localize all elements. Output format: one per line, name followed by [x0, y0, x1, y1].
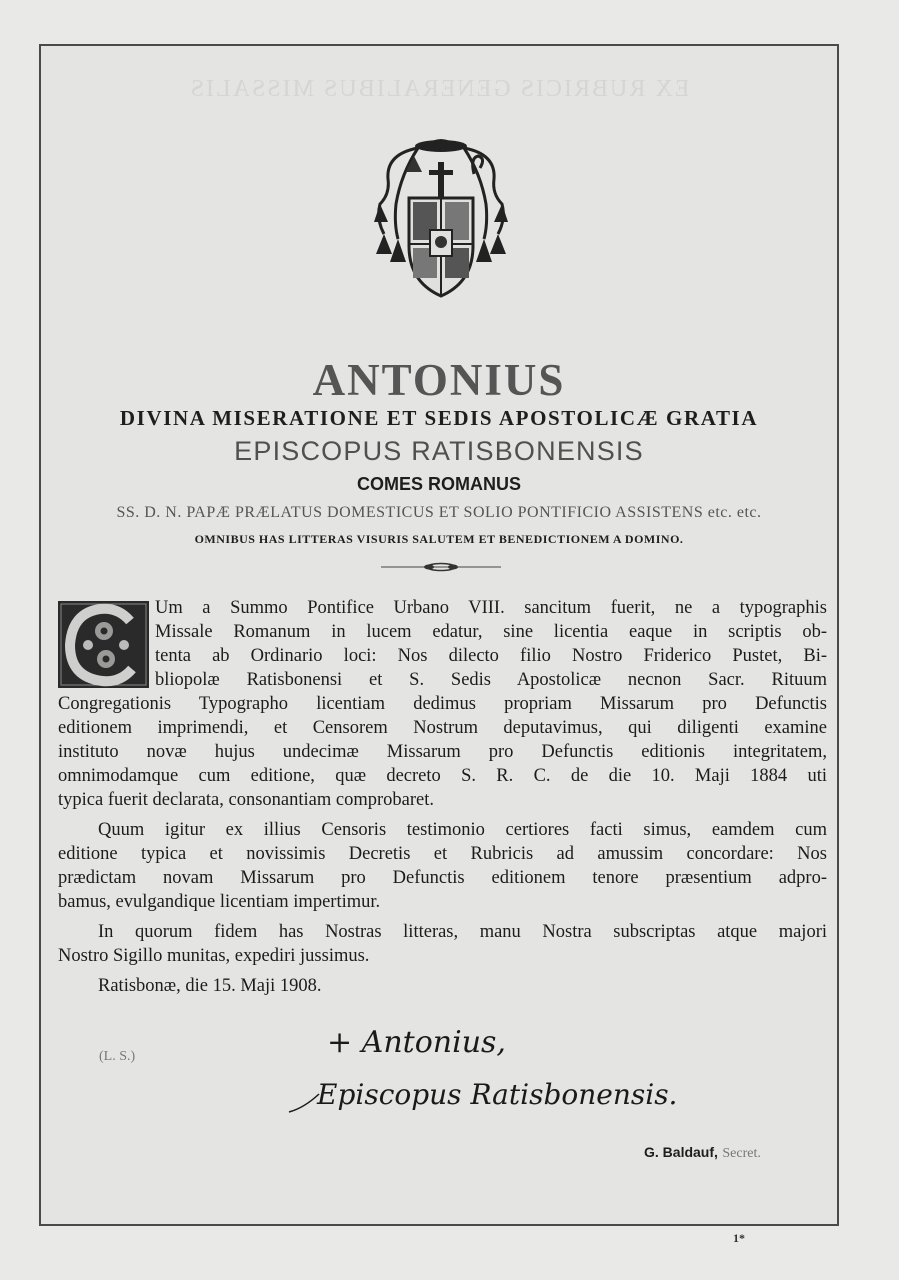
- episcopal-coat-of-arms-icon: [366, 134, 516, 304]
- date-line: Ratisbonæ, die 15. Maji 1908.: [98, 976, 322, 996]
- body-line: Um a Summo Pontifice Urbano VIII. sancitum fuerit, ne a typographis: [155, 598, 827, 618]
- body-line: typica fuerit declarata, consonantiam comprobaret.: [58, 790, 434, 810]
- page-mark: 1*: [733, 1231, 745, 1245]
- body-line: instituto novæ hujus undecimæ Missarum pro Defunctis editionis integritatem,: [58, 742, 827, 762]
- body-line: Missale Romanum in lucem edatur, sine licentia eaque in scriptis ob-: [155, 622, 827, 642]
- signature-line-1: + Antonius,: [327, 1025, 506, 1060]
- page-frame: [39, 44, 839, 1226]
- title-line-divina: DIVINA MISERATIONE ET SEDIS APOSTOLICÆ GRATIA: [119, 406, 759, 430]
- handwritten-signature: [279, 1022, 739, 1122]
- secretary-line: [644, 1144, 761, 1162]
- title-line-praelatus: SS. D. N. PAPÆ PRÆLATUS DOMESTICUS ET SOLIO PONTIFICIO ASSISTENS etc. etc.: [116, 504, 762, 521]
- body-line: omnimodamque cum editione, quæ decreto S. R. C. de die 10. Maji 1884 uti: [58, 766, 827, 786]
- body-line: Congregationis Typographo licentiam dedimus propriam Missarum pro Defunctis: [58, 694, 827, 714]
- body-line: In quorum fidem has Nostras litteras, manu Nostra subscriptas atque majori: [98, 922, 827, 942]
- body-line: Nostro Sigillo munitas, expediri jussimus.: [58, 946, 370, 966]
- body-line: prædictam novam Missarum pro Defunctis editionem tenore præsentium adpro-: [58, 868, 827, 888]
- body-line: bamus, evulgandique licentiam impertimur.: [58, 892, 381, 912]
- decorated-initial-C-icon: [58, 601, 149, 688]
- secretary-name: G. Baldauf,: [644, 1144, 718, 1160]
- body-line: tenta ab Ordinario loci: Nos dilecto filio Nostro Friderico Pustet, Bi-: [155, 646, 827, 666]
- body-line: editionem imprimendi, et Censorem Nostrum deputavimus, qui diligenti examine: [58, 718, 827, 738]
- secretary-title: Secret.: [722, 1146, 761, 1161]
- title-line-comes: COMES ROMANUS: [356, 474, 521, 494]
- seal-mark: (L. S.): [99, 1049, 136, 1064]
- body-line: Quum igitur ex illius Censoris testimonio certiores facti simus, eamdem cum: [98, 820, 827, 840]
- body-line: bliopolæ Ratisbonensi et S. Sedis Apostolicæ necnon Sacr. Rituum: [155, 670, 827, 690]
- signature-line-2: Episcopus Ratisbonensis.: [317, 1078, 678, 1111]
- title-line-episcopus: EPISCOPUS RATISBONENSIS: [234, 436, 644, 466]
- bleed-through-text: EX RUBRICIS GENERALIBUS MISSALIS: [188, 76, 690, 102]
- ornamental-divider-icon: [381, 562, 501, 572]
- bishop-name: ANTONIUS: [312, 355, 566, 405]
- body-line: editione typica et novissimis Decretis et Rubricis ad amussim concordare: Nos: [58, 844, 827, 864]
- greeting-line: OMNIBUS HAS LITTERAS VISURIS SALUTEM ET BENEDICTIONEM A DOMINO.: [194, 532, 684, 546]
